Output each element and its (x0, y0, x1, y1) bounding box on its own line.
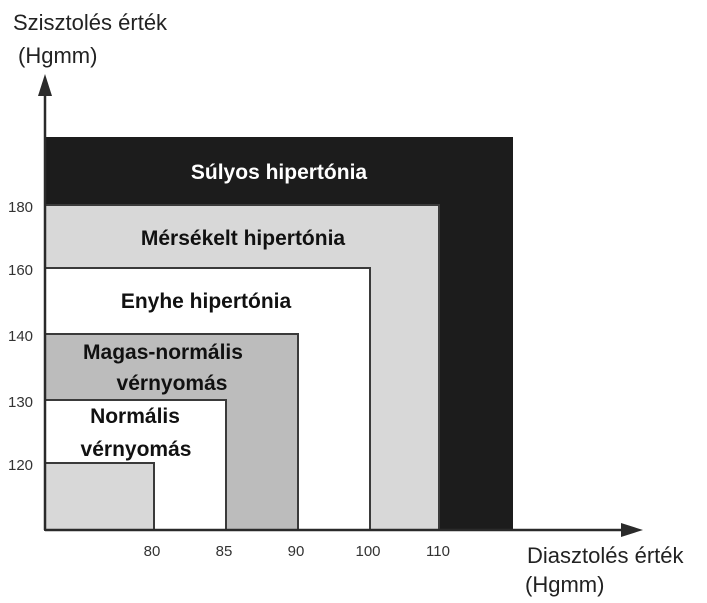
y-tick-label: 130 (8, 394, 34, 411)
zone-label-severe: Súlyos hipertónia (190, 161, 368, 184)
x-axis-arrowhead (621, 523, 643, 537)
zone-label-high-normal-line1: Magas-normális (83, 341, 243, 364)
x-axis-title-line1: Diasztolés érték (527, 543, 684, 568)
x-tick-label: 80 (143, 543, 161, 560)
x-tick-label: 100 (355, 543, 381, 560)
zone-label-normal-line2: vérnyomás (80, 438, 192, 461)
y-axis-title-line2: (Hgmm) (18, 43, 98, 68)
x-tick-label: 90 (287, 543, 305, 560)
zone-optimal (45, 463, 154, 530)
y-tick-label: 180 (8, 199, 34, 216)
y-axis-arrowhead (38, 74, 52, 96)
x-tick-label: 110 (426, 543, 450, 560)
y-tick-label: 140 (8, 328, 34, 345)
x-tick-label: 85 (215, 543, 233, 560)
zone-label-moderate: Mérsékelt hipertónia (140, 227, 346, 250)
zone-label-mild: Enyhe hipertónia (120, 290, 292, 313)
y-axis-title-line1: Szisztolés érték (13, 10, 168, 35)
y-tick-label: 120 (8, 457, 34, 474)
zone-label-normal-line1: Normális (90, 405, 180, 428)
x-axis-title-line2: (Hgmm) (525, 572, 605, 597)
y-tick-label: 160 (8, 262, 34, 279)
zone-label-high-normal-line2: vérnyomás (116, 372, 228, 395)
